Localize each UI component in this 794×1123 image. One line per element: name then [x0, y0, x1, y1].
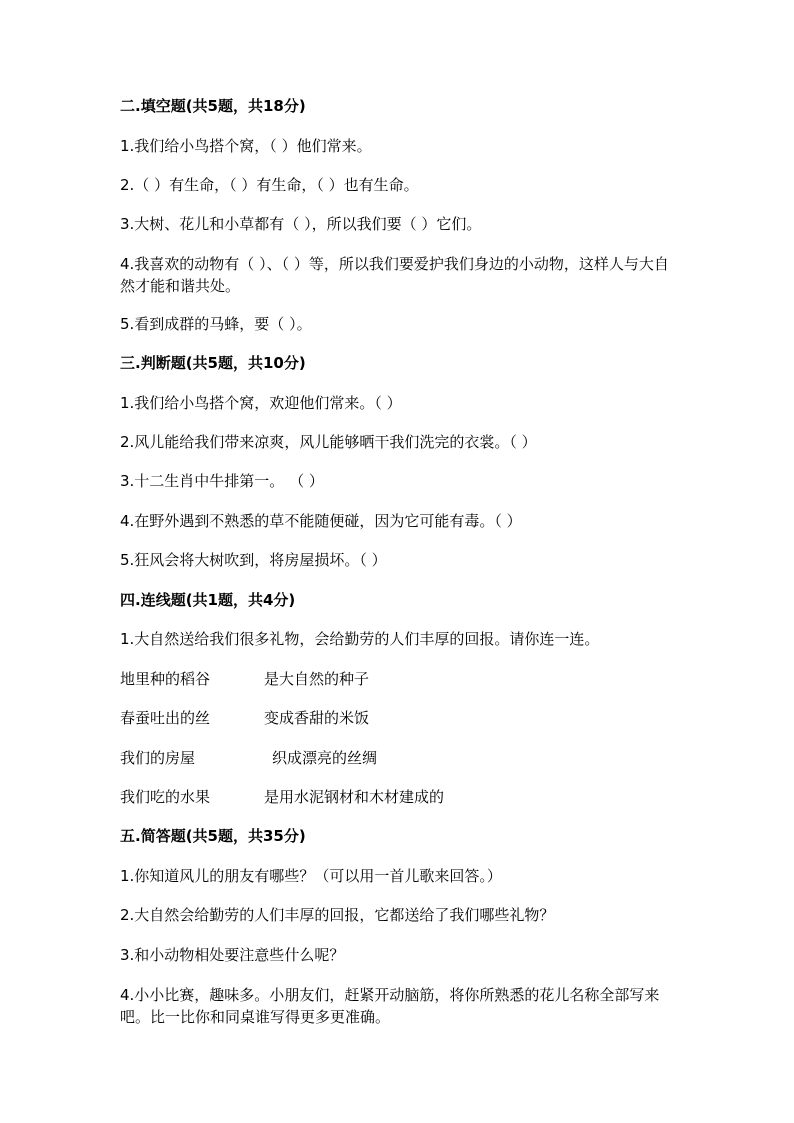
short-answer-question-2: 2.大自然会给勤劳的人们丰厚的回报，它都送给了我们哪些礼物？: [120, 906, 555, 924]
short-answer-question-4: 4.小小比赛，趣味多。小朋友们，赶紧开动脑筋，将你所熟悉的花儿名称全部写来吧。比一比你和同桌谁写得更多更准确。: [120, 986, 660, 1026]
section-heading-fill-blank: 二.填空题(共5题，共18分): [120, 97, 306, 115]
true-false-question-4: 4.在野外遇到不熟悉的草不能随便碰，因为它可能有毒。（ ）: [120, 512, 522, 530]
true-false-question-1: 1.我们给小鸟搭个窝，欢迎他们常来。（ ）: [120, 394, 402, 412]
matching-left-item: 我们吃的水果: [120, 788, 211, 806]
fill-blank-question-5: 5.看到成群的马蜂，要（ ）。: [120, 315, 312, 333]
section-heading-matching: 四.连线题(共1题，共4分): [120, 591, 296, 609]
section-heading-true-false: 三.判断题(共5题，共10分): [120, 354, 306, 372]
fill-blank-question-1: 1.我们给小鸟搭个窝，（ ）他们常来。: [120, 137, 372, 155]
matching-question-1: 1.大自然送给我们很多礼物，会给勤劳的人们丰厚的回报。请你连一连。: [120, 630, 600, 648]
matching-right-item: 织成漂亮的丝绸: [272, 749, 378, 767]
matching-right-item: 变成香甜的米饭: [264, 709, 370, 727]
section-heading-short-answer: 五.简答题(共5题，共35分): [120, 827, 306, 845]
matching-right-item: 是用水泥钢材和木材建成的: [264, 788, 445, 806]
short-answer-question-3: 3.和小动物相处要注意些什么呢？: [120, 946, 345, 964]
fill-blank-question-4: 4.我喜欢的动物有（ ）、（ ）等，所以我们要爱护我们身边的小动物，这样人与大自然才能和谐共处。: [120, 255, 669, 295]
fill-blank-question-3: 3.大树、花儿和小草都有（ ），所以我们要（ ）它们。: [120, 215, 482, 233]
matching-left-item: 我们的房屋: [120, 749, 196, 767]
true-false-question-2: 2.风儿能给我们带来凉爽，风儿能够晒干我们洗完的衣裳。（ ）: [120, 433, 537, 451]
matching-right-item: 是大自然的种子: [264, 670, 370, 688]
true-false-question-5: 5.狂风会将大树吹到，将房屋损坏。（ ）: [120, 551, 387, 569]
short-answer-question-1: 1.你知道风儿的朋友有哪些？（可以用一首儿歌来回答。）: [120, 867, 502, 885]
matching-left-item: 春蚕吐出的丝: [120, 709, 211, 727]
matching-left-item: 地里种的稻谷: [120, 670, 211, 688]
fill-blank-question-2: 2.（ ）有生命，（ ）有生命，（ ）也有生命。: [120, 176, 419, 194]
true-false-question-3: 3.十二生肖中牛排第一。 （ ）: [120, 472, 324, 490]
